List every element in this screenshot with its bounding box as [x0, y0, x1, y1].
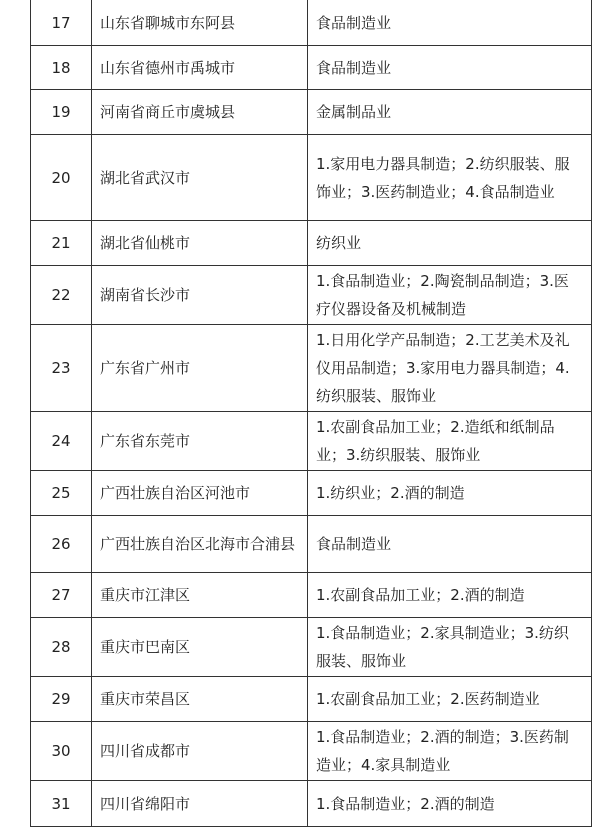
region-cell: 重庆市巴南区 — [92, 618, 308, 677]
industry-cell: 1.农副食品加工业；2.酒的制造 — [308, 573, 592, 618]
table-row — [31, 677, 592, 722]
region-cell: 广东省东莞市 — [92, 412, 308, 471]
table-row — [31, 516, 592, 573]
industry-cell: 1.食品制造业；2.酒的制造；3.医药制造业；4.家具制造业 — [308, 722, 592, 781]
region-cell: 河南省商丘市虞城县 — [92, 90, 308, 135]
industry-table — [30, 0, 592, 827]
row-number: 30 — [31, 722, 92, 781]
industry-cell: 1.食品制造业；2.陶瓷制品制造；3.医疗仪器设备及机械制造 — [308, 266, 592, 325]
row-number: 17 — [31, 0, 92, 46]
industry-cell: 纺织业 — [308, 221, 592, 266]
table-row — [31, 325, 592, 412]
region-cell: 湖南省长沙市 — [92, 266, 308, 325]
row-number: 28 — [31, 618, 92, 677]
industry-cell: 食品制造业 — [308, 0, 592, 46]
table-row — [31, 471, 592, 516]
industry-cell: 1.家用电力器具制造；2.纺织服装、服饰业；3.医药制造业；4.食品制造业 — [308, 135, 592, 221]
row-number: 19 — [31, 90, 92, 135]
region-cell: 广西壮族自治区河池市 — [92, 471, 308, 516]
industry-cell: 1.食品制造业；2.家具制造业；3.纺织服装、服饰业 — [308, 618, 592, 677]
region-cell: 湖北省武汉市 — [92, 135, 308, 221]
region-cell: 湖北省仙桃市 — [92, 221, 308, 266]
region-cell: 广东省广州市 — [92, 325, 308, 412]
row-number: 26 — [31, 516, 92, 573]
row-number: 20 — [31, 135, 92, 221]
industry-cell: 食品制造业 — [308, 46, 592, 90]
industry-cell: 1.农副食品加工业；2.医药制造业 — [308, 677, 592, 722]
row-number: 23 — [31, 325, 92, 412]
industry-cell: 1.农副食品加工业；2.造纸和纸制品业；3.纺织服装、服饰业 — [308, 412, 592, 471]
row-number: 21 — [31, 221, 92, 266]
table-row — [31, 573, 592, 618]
table-row — [31, 90, 592, 135]
region-cell: 四川省绵阳市 — [92, 781, 308, 827]
table-row — [31, 135, 592, 221]
region-cell: 重庆市荣昌区 — [92, 677, 308, 722]
table-row — [31, 618, 592, 677]
region-cell: 重庆市江津区 — [92, 573, 308, 618]
table-row — [31, 46, 592, 90]
table-row — [31, 781, 592, 827]
industry-cell: 金属制品业 — [308, 90, 592, 135]
industry-cell: 1.食品制造业；2.酒的制造 — [308, 781, 592, 827]
table-row — [31, 412, 592, 471]
region-cell: 山东省聊城市东阿县 — [92, 0, 308, 46]
row-number: 24 — [31, 412, 92, 471]
industry-cell: 食品制造业 — [308, 516, 592, 573]
region-cell: 四川省成都市 — [92, 722, 308, 781]
table-row — [31, 221, 592, 266]
region-cell: 广西壮族自治区北海市合浦县 — [92, 516, 308, 573]
industry-table-container — [30, 0, 591, 827]
row-number: 27 — [31, 573, 92, 618]
industry-cell: 1.纺织业；2.酒的制造 — [308, 471, 592, 516]
table-row — [31, 722, 592, 781]
row-number: 31 — [31, 781, 92, 827]
table-row — [31, 0, 592, 46]
region-cell: 山东省德州市禹城市 — [92, 46, 308, 90]
row-number: 18 — [31, 46, 92, 90]
row-number: 25 — [31, 471, 92, 516]
industry-cell: 1.日用化学产品制造；2.工艺美术及礼仪用品制造；3.家用电力器具制造；4.纺织服装、服饰业 — [308, 325, 592, 412]
row-number: 29 — [31, 677, 92, 722]
table-row — [31, 266, 592, 325]
row-number: 22 — [31, 266, 92, 325]
